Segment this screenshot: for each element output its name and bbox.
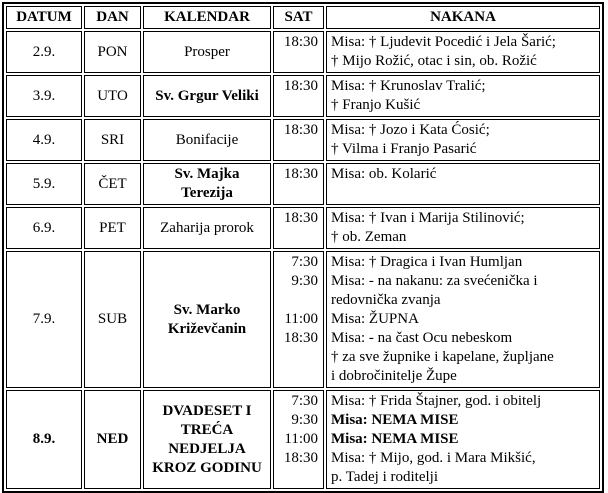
mass-time: 18:30: [283, 450, 318, 466]
mass-time: 7:30: [291, 254, 318, 270]
table-row: [6, 390, 600, 489]
dan-cell: NED: [84, 390, 141, 489]
mass-time: 18:30: [283, 330, 318, 346]
sat-cell: [273, 390, 324, 489]
kalendar-cell: [143, 207, 271, 249]
nakana-line: Misa: † Mijo, god. i Mara Mikšić,: [331, 450, 536, 466]
table-row: [6, 163, 600, 205]
nakana-line: Misa: † Dragica i Ivan Humljan: [331, 254, 523, 270]
nakana-line: Misa: † Ljudevit Pocedić i Jela Šarić;: [331, 34, 556, 50]
dan-cell: PON: [84, 31, 141, 73]
kalendar-cell: [143, 163, 271, 205]
kalendar-line: KROZ GODINU: [152, 459, 262, 476]
column-header-datum: DATUM: [6, 6, 82, 29]
nakana-line: p. Tadej i roditelji: [331, 469, 438, 485]
datum-cell: 6.9.: [6, 207, 82, 249]
sat-cell: [273, 163, 324, 205]
sat-cell: [273, 75, 324, 117]
kalendar-cell: [143, 31, 271, 73]
mass-time: 9:30: [291, 412, 318, 428]
mass-time: 9:30: [291, 273, 318, 289]
kalendar-cell: [143, 251, 271, 388]
sat-cell: [273, 119, 324, 161]
nakana-cell: [326, 119, 600, 161]
nakana-line: Misa: ob. Kolarić: [331, 166, 437, 182]
mass-time: 11:00: [284, 311, 318, 327]
sat-cell: [273, 251, 324, 388]
kalendar-line: Prosper: [184, 43, 230, 60]
nakana-line: Misa: † Jozo i Kata Ćosić;: [331, 122, 490, 138]
nakana-line: Misa: NEMA MISE: [331, 431, 459, 447]
nakana-line: Misa: † Ivan i Marija Stilinović;: [331, 210, 525, 226]
nakana-line: Misa: - na nakanu: za svećenička i: [331, 273, 538, 289]
table-row: [6, 251, 600, 388]
dan-cell: ČET: [84, 163, 141, 205]
nakana-line: † ob. Zeman: [331, 229, 407, 245]
datum-cell: 8.9.: [6, 390, 82, 489]
kalendar-line: TREĆA: [180, 421, 234, 438]
nakana-line: Misa: † Frida Štajner, god. i obitelj: [331, 393, 542, 409]
nakana-line: Misa: - na čast Ocu nebeskom: [331, 330, 513, 346]
nakana-cell: [326, 163, 600, 205]
nakana-line: † Franjo Kušić: [331, 97, 421, 113]
kalendar-cell: [143, 119, 271, 161]
datum-cell: 7.9.: [6, 251, 82, 388]
mass-schedule-table: [2, 2, 604, 493]
column-header-sat: SAT: [273, 6, 324, 29]
kalendar-line: NEDJELJA: [168, 440, 246, 457]
column-header-dan: DAN: [84, 6, 141, 29]
table-header: [6, 6, 600, 29]
nakana-line: † za sve župnike i kapelane, župljane: [331, 349, 554, 365]
table-row: [6, 207, 600, 249]
nakana-line: Misa: † Krunoslav Tralić;: [331, 78, 486, 94]
dan-cell: PET: [84, 207, 141, 249]
nakana-line: i dobročinitelje Župe: [331, 368, 457, 384]
schedule-table-body: [6, 31, 600, 489]
dan-cell: SUB: [84, 251, 141, 388]
mass-time: 18:30: [283, 166, 318, 182]
nakana-cell: [326, 75, 600, 117]
mass-time: [277, 291, 318, 310]
table-row: [6, 31, 600, 73]
datum-cell: 5.9.: [6, 163, 82, 205]
datum-cell: 2.9.: [6, 31, 82, 73]
mass-time: 18:30: [283, 34, 318, 50]
nakana-cell: [326, 251, 600, 388]
nakana-line: † Mijo Rožić, otac i sin, ob. Rožić: [331, 53, 537, 69]
mass-time: 18:30: [283, 78, 318, 94]
column-header-kalendar: KALENDAR: [143, 6, 271, 29]
dan-cell: UTO: [84, 75, 141, 117]
kalendar-line: Bonifacije: [175, 131, 239, 148]
mass-time: 11:00: [284, 431, 318, 447]
mass-time: 18:30: [283, 122, 318, 138]
header-row: [6, 6, 600, 29]
kalendar-line: Zaharija prorok: [160, 219, 254, 236]
nakana-line: redovnička zvanja: [331, 292, 441, 308]
nakana-line: Misa: NEMA MISE: [331, 412, 459, 428]
mass-time: 7:30: [291, 393, 318, 409]
nakana-cell: [326, 207, 600, 249]
column-header-nakana: NAKANA: [326, 6, 600, 29]
nakana-line: Misa: ŽUPNA: [331, 311, 419, 327]
kalendar-cell: [143, 75, 271, 117]
kalendar-line: Sv. Marko: [173, 301, 241, 318]
mass-time: 18:30: [283, 210, 318, 226]
sat-cell: [273, 31, 324, 73]
table-row: [6, 75, 600, 117]
datum-cell: 3.9.: [6, 75, 82, 117]
kalendar-line: Terezija: [181, 185, 233, 201]
kalendar-line: Križevčanin: [167, 320, 247, 337]
sat-cell: [273, 207, 324, 249]
kalendar-line: Sv. Majka: [174, 166, 240, 182]
table-row: [6, 119, 600, 161]
kalendar-line: DVADESET I: [162, 402, 252, 419]
nakana-cell: [326, 390, 600, 489]
nakana-cell: [326, 31, 600, 73]
kalendar-cell: [143, 390, 271, 489]
kalendar-line: Sv. Grgur Veliki: [155, 87, 259, 104]
datum-cell: 4.9.: [6, 119, 82, 161]
dan-cell: SRI: [84, 119, 141, 161]
nakana-line: † Vilma i Franjo Pasarić: [331, 141, 477, 157]
